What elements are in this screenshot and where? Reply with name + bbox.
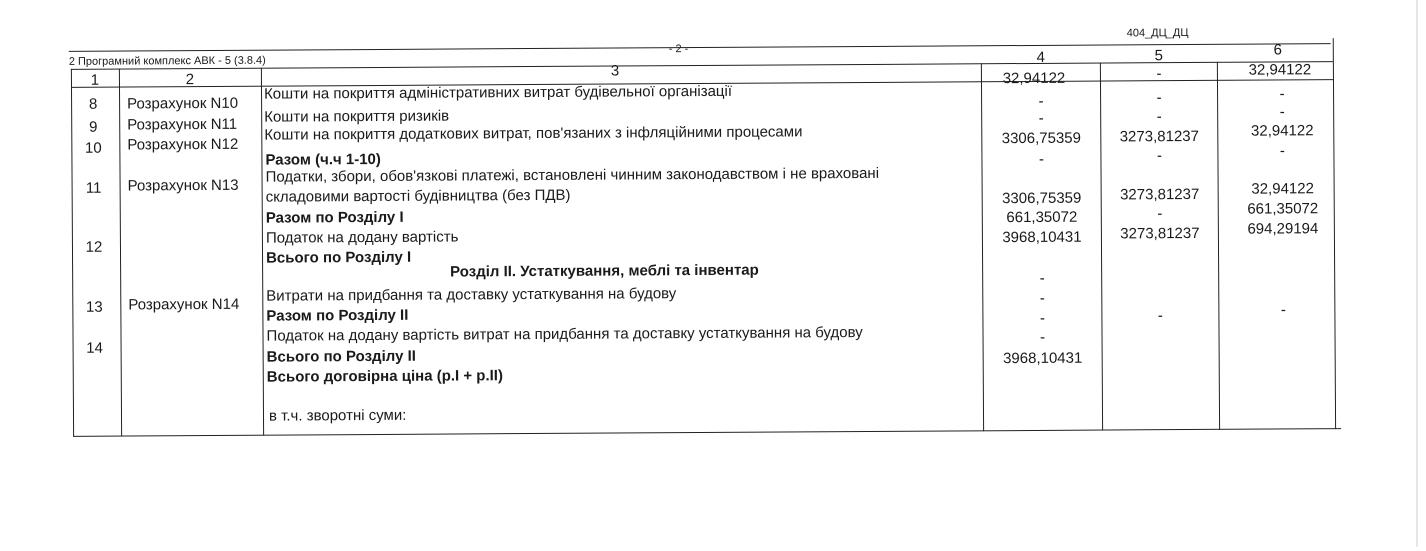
section-total-label: Разом по Розділу I — [265, 208, 404, 227]
value-col5: - — [1156, 108, 1162, 126]
subtotal-label: Разом (ч.ч 1-10) — [265, 150, 381, 169]
value-col5: 3273,81237 — [1120, 224, 1200, 243]
item-description-cont: складовими вартості будівництва (без ПДВ) — [265, 186, 571, 206]
value-col5: - — [1157, 205, 1163, 223]
col-header: 2 — [185, 71, 195, 89]
value-col6: - — [1279, 142, 1285, 160]
value-col5: - — [1156, 89, 1162, 107]
document-code: 404_ДЦ_ДЦ — [1126, 27, 1189, 40]
section-total-label: Разом по Розділу II — [266, 306, 409, 325]
value-col6: - — [1279, 103, 1285, 121]
value-col6: 694,29194 — [1247, 220, 1319, 238]
value-col5: - — [1156, 65, 1162, 83]
col-header: 3 — [610, 62, 620, 80]
value-col6: - — [1279, 85, 1285, 103]
calculation-ref: Розрахунок N11 — [127, 115, 238, 134]
contract-price-label: Всього договірна ціна (р.I + р.II) — [266, 367, 503, 386]
scan-edge — [1416, 0, 1418, 547]
value-col6: 32,94122 — [1250, 122, 1314, 140]
value-col4: 661,35072 — [1006, 208, 1078, 227]
item-description: Кошти на покриття додаткових витрат, пов'язаних з інфляційними процесами — [264, 123, 803, 144]
item-description: Податок на додану вартість витрат на придбання та доставку устаткування на будову — [266, 324, 863, 345]
row-number: 13 — [85, 298, 103, 316]
value-col5: 3273,81237 — [1119, 127, 1199, 146]
value-col5: - — [1157, 307, 1163, 325]
item-description: Кошти на покриття адміністративних витрат будівельної організації — [263, 82, 733, 103]
value-col4: 3968,10431 — [1002, 349, 1083, 368]
value-col6: 661,35072 — [1247, 200, 1319, 218]
value-col4: - — [1038, 109, 1044, 127]
row-number: 8 — [88, 95, 98, 113]
software-caption: 2 Програмний комплекс АВК - 5 (3.8.4) — [68, 54, 266, 68]
item-description: Кошти на покриття ризиків — [264, 107, 450, 126]
item-description: Витрати на придбання та доставку устаткування на будову — [266, 285, 677, 305]
row-number: 14 — [86, 339, 103, 357]
item-description: Податки, збори, обов'язкові платежі, встановлені чинним законодавством і не враховані — [265, 164, 880, 186]
col-header: 1 — [90, 71, 100, 89]
row-number: 12 — [85, 238, 103, 256]
value-col4: 3306,75359 — [1001, 129, 1082, 148]
calculation-ref: Розрахунок N10 — [127, 94, 239, 113]
calculation-ref: Розрахунок N14 — [128, 295, 240, 314]
section-title: Розділ II. Устаткування, меблі та інвентар — [450, 261, 759, 281]
row-number: 11 — [85, 179, 102, 197]
calculation-ref: Розрахунок N13 — [127, 176, 239, 195]
value-col6: 32,94122 — [1248, 61, 1312, 79]
value-col4: 3968,10431 — [1002, 228, 1082, 247]
col-rule — [119, 69, 122, 437]
value-col5: 3273,81237 — [1119, 185, 1200, 204]
col-header: 6 — [1273, 41, 1283, 59]
page-number: - 2 - — [668, 43, 689, 56]
section-grand-total-label: Всього по Розділу I — [265, 248, 412, 267]
value-col4: - — [1039, 269, 1045, 287]
calculation-ref: Розрахунок N12 — [127, 135, 239, 154]
row-number: 10 — [84, 139, 102, 157]
row-number: 9 — [89, 118, 98, 136]
value-col4: - — [1038, 150, 1045, 168]
value-col4: 3306,75359 — [1002, 189, 1082, 208]
value-col4: - — [1039, 328, 1046, 346]
value-col6: 32,94122 — [1251, 180, 1314, 198]
col-header: 5 — [1154, 47, 1164, 65]
col-header: 4 — [1036, 48, 1046, 66]
value-col4: 32,94122 — [1002, 69, 1066, 88]
value-col6: - — [1280, 301, 1286, 319]
value-col4: - — [1039, 289, 1045, 307]
value-col4: - — [1038, 92, 1044, 110]
value-col5: - — [1156, 147, 1162, 165]
value-col4: - — [1039, 309, 1045, 327]
returns-label: в т.ч. зворотні суми: — [268, 406, 407, 425]
section-grand-total-label: Всього по Розділу II — [266, 347, 416, 366]
item-description: Податок на додану вартість — [265, 228, 459, 247]
